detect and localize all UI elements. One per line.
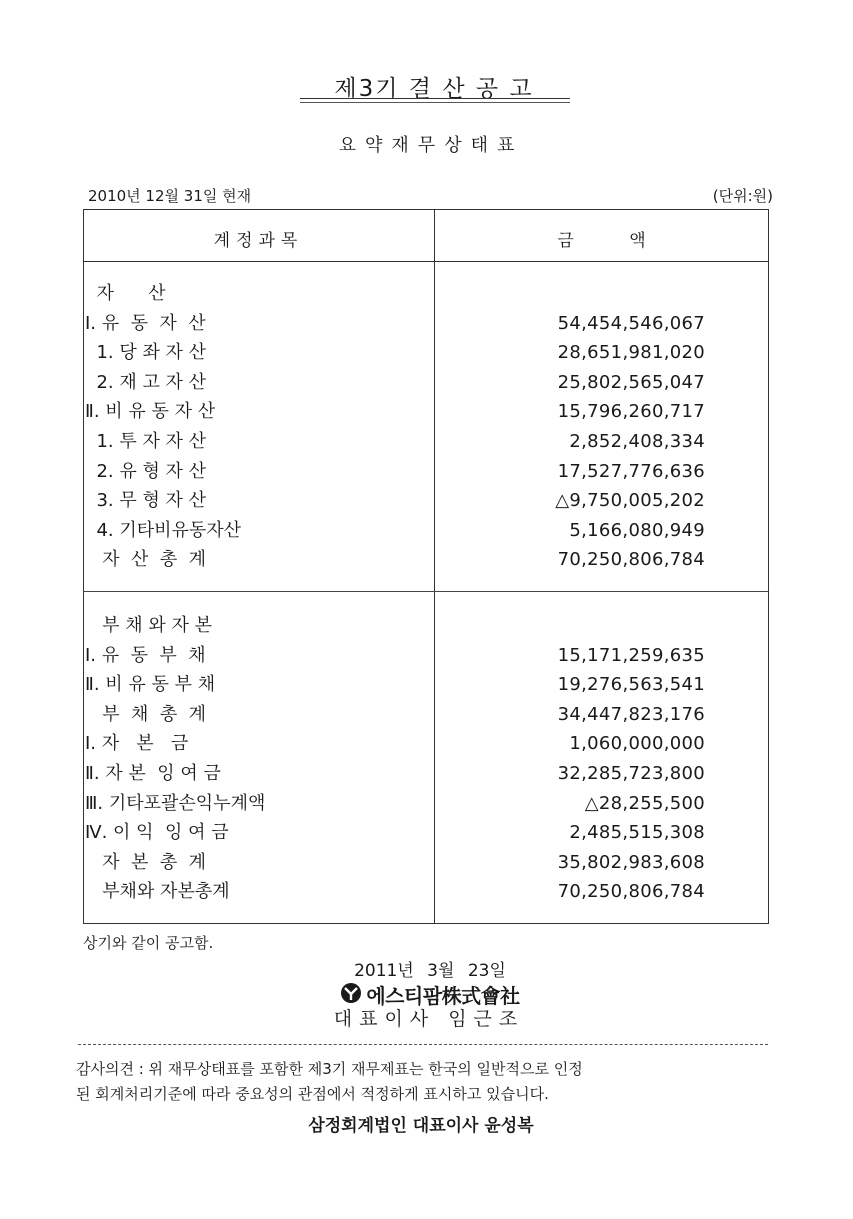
notice-title: 제3기 결 산 공 고 [334,76,534,102]
table-row [85,789,705,819]
account-amount: 35,802,983,608 [557,851,705,873]
title-underline-second [300,102,570,103]
table-row [85,368,705,398]
table-row [85,338,705,368]
account-amount: 15,796,260,717 [557,401,705,423]
statement-date: 2010년 12월 31일 현재 [88,187,252,205]
account-amount: 5,166,080,949 [569,519,705,541]
account-amount: 19,276,563,541 [557,674,705,696]
header-divider [83,261,769,262]
account-label: 부 채 와 자 본 [85,615,212,636]
account-label: 1. 투 자 자 산 [85,431,207,452]
ceo-name: 대표이사 임근조 [333,1008,525,1030]
account-amount: 28,651,981,020 [557,342,705,364]
table-row [85,877,705,907]
account-amount: 25,802,565,047 [557,371,705,393]
header-account: 계정과목 [213,231,304,251]
account-label: 2. 재 고 자 산 [85,371,207,393]
account-label: 자 산 [85,283,166,304]
account-label: 자 산 총 계 [85,549,207,571]
dashed-divider [78,1044,768,1045]
account-amount: 54,454,546,067 [557,312,705,334]
account-label: Ⅲ. 기타포괄손익누계액 [85,792,266,814]
account-label: Ⅱ. 비 유 동 부 채 [85,674,216,696]
table-row [85,759,705,789]
title-underline [300,98,570,99]
table-row [85,670,705,700]
auditor-signature: 삼정회계법인 대표이사 윤성복 [308,1116,534,1136]
table-row [85,309,705,339]
table-row [85,848,705,878]
account-amount: 70,250,806,784 [557,881,705,903]
account-label: 부 채 총 계 [85,703,207,725]
table-row [85,457,705,487]
account-amount: 34,447,823,176 [557,703,705,725]
account-label: 1. 당 좌 자 산 [85,342,207,364]
notice-text: 상기와 같이 공고함. [83,934,214,952]
header-amount: 금 액 [557,231,646,251]
audit-opinion-line-1: 감사의견 : 위 재무상태표를 포함한 제3기 재무제표는 한국의 일반적으로 인정 [76,1060,583,1078]
table-row [85,641,705,671]
account-label: 3. 무 형 자 산 [85,490,207,512]
table-row [85,729,705,759]
table-row [85,516,705,546]
table-row [85,545,705,575]
account-label: Ⅰ. 유 동 부 채 [85,644,206,666]
signature-date: 2011년 3월 23일 [354,961,506,981]
account-amount: △9,750,005,202 [555,490,705,512]
account-label: 자 본 총 계 [85,851,207,873]
account-label: 부채와 자본총계 [85,881,230,903]
section-divider [83,591,769,592]
company-name: 에스티팜株式會社 [366,984,520,1008]
account-amount: 17,527,776,636 [557,460,705,482]
account-amount: 15,171,259,635 [557,644,705,666]
account-label: 2. 유 형 자 산 [85,460,207,482]
account-label: Ⅱ. 비 유 동 자 산 [85,401,216,423]
account-label: Ⅱ. 자 본 잉 여 금 [85,763,221,784]
statement-subtitle: 요약재무상태표 [338,135,524,156]
table-row [85,700,705,730]
table-row [85,818,705,848]
account-label: Ⅰ. 자 본 금 [85,733,189,755]
table-row [85,397,705,427]
account-label: 4. 기타비유동자산 [85,519,242,541]
account-amount: △28,255,500 [584,792,705,814]
account-amount: 2,852,408,334 [569,431,705,452]
account-amount: 70,250,806,784 [557,549,705,571]
table-row [85,486,705,516]
account-amount: 1,060,000,000 [569,733,705,755]
account-amount: 2,485,515,308 [569,822,705,844]
table-row [85,279,705,309]
table-row [85,427,705,457]
account-label: Ⅰ. 유 동 자 산 [85,312,206,334]
audit-opinion-line-2: 된 회계처리기준에 따라 중요성의 관점에서 적정하게 표시하고 있습니다. [76,1085,549,1103]
table-row [85,611,705,641]
account-amount: 32,285,723,800 [557,763,705,784]
currency-unit: (단위:원) [712,187,773,205]
account-label: Ⅳ. 이 익 잉 여 금 [85,822,229,844]
